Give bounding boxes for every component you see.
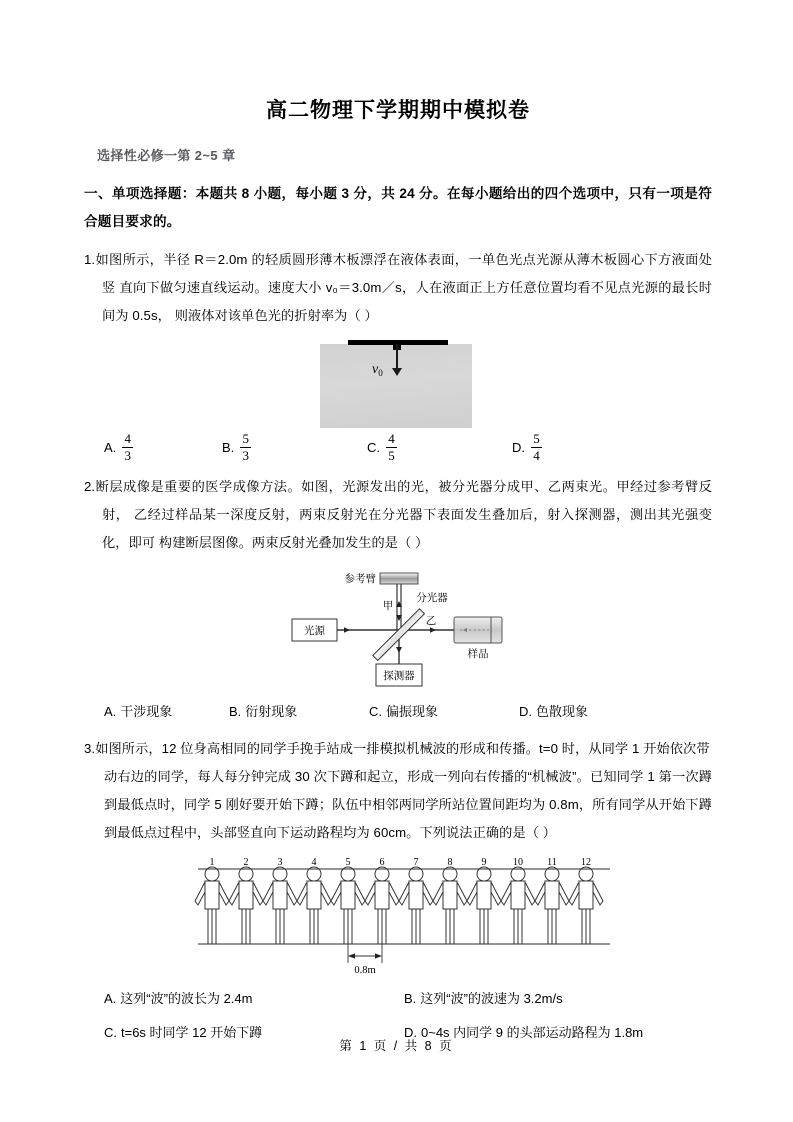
svg-text:11: 11: [547, 857, 557, 868]
option-b-label: B.: [404, 991, 417, 1006]
option-a-label: A.: [104, 991, 117, 1006]
question-1-text: [84, 236, 712, 330]
svg-text:8: 8: [447, 857, 453, 868]
question-2-option-a[interactable]: [104, 699, 229, 725]
question-3-figure: [84, 855, 712, 977]
svg-text:12: 12: [581, 857, 591, 868]
option-b-label: B.: [222, 439, 235, 455]
svg-text:7: 7: [413, 857, 419, 868]
question-3-line2: 动右边的同学，每人每分钟完成 30 次下蹲和起立，形成一列向右传播的“机械波”。已知同学 1 第一次蹲: [104, 769, 712, 784]
svg-text:甲: 甲: [382, 600, 394, 612]
svg-text:参考臂: 参考臂: [344, 573, 376, 585]
option-c-label: C.: [369, 704, 382, 719]
question-3-option-b[interactable]: [404, 987, 712, 1011]
option-a-label: A.: [104, 704, 117, 719]
liquid-surface-figure: [320, 344, 472, 428]
question-2-line1: 断层成像是重要的医学成像方法。如图，光源发出的光，被分光器分成甲、乙两束光。甲经过参考臂反射，: [95, 479, 712, 522]
question-3-options: [84, 977, 712, 1045]
svg-text:分光器: 分光器: [416, 592, 448, 604]
option-d-fraction: $\frac{5}{4}$: [531, 432, 542, 463]
question-3-line4: 到最低点过程中，头部竖直向下运动路程均为 60cm。下列说法正确的是（ ）: [104, 825, 557, 840]
svg-text:10: 10: [513, 857, 523, 868]
svg-text:6: 6: [379, 857, 385, 868]
velocity-arrow-shaft: [396, 344, 398, 370]
svg-text:1: 1: [209, 857, 215, 868]
question-1-option-c[interactable]: [367, 432, 512, 463]
document-subtitle: 选择性必修一第 2~5 章: [97, 148, 236, 163]
page-content: [84, 0, 712, 1045]
option-d-label: D.: [512, 439, 525, 455]
section-heading: 一、单项选择题：本题共 8 小题，每小题 3 分，共 24 分。在每小题给出的四个选项中，只有一项是符合题目要求的。: [84, 186, 712, 229]
question-1-line2: 直向下做匀速直线运动。速度大小 v₀＝3.0m／s，人在液面正上方任意位置均看不见点光源的最长时间为 0.5s，: [102, 280, 712, 323]
svg-text:样品: 样品: [467, 648, 489, 660]
question-3-text: [84, 725, 712, 847]
question-3-body: [84, 763, 712, 847]
question-3-option-a[interactable]: [104, 987, 404, 1011]
option-c-text: t=6s 时同学 12 开始下蹲: [121, 1025, 263, 1040]
option-b-text: 衍射现象: [245, 704, 298, 719]
question-2-figure: [84, 561, 712, 693]
svg-text:2: 2: [243, 857, 249, 868]
question-2-option-d[interactable]: [519, 699, 588, 725]
svg-text:探测器: 探测器: [383, 670, 415, 682]
option-a-label: A.: [104, 439, 117, 455]
option-d-label: D.: [519, 704, 532, 719]
svg-text:乙: 乙: [425, 615, 437, 627]
velocity-arrow-head: [392, 368, 402, 376]
option-b-label: B.: [229, 704, 242, 719]
option-b-text: 这列“波”的波速为 3.2m/s: [420, 991, 563, 1006]
page-title: 高二物理下学期期中模拟卷: [266, 99, 530, 122]
question-1-option-d[interactable]: [512, 432, 542, 463]
svg-text:3: 3: [277, 857, 283, 868]
question-1-options: [84, 430, 712, 463]
question-1-line1: 如图所示，半径 R＝2.0m 的轻质圆形薄木板漂浮在液体表面，一单色光点光源从薄木板圆心下方液面处竖: [95, 252, 712, 295]
option-c-label: C.: [367, 439, 380, 455]
students-wave-figure: [194, 855, 614, 980]
velocity-label: $v_0$: [372, 362, 383, 378]
question-1-option-b[interactable]: [222, 432, 367, 463]
question-2-line3: 构建断层图像。两束反射光叠加发生的是（ ）: [158, 535, 429, 550]
svg-text:9: 9: [481, 857, 487, 868]
option-a-text: 这列“波”的波长为 2.4m: [120, 991, 253, 1006]
question-3-line3: 到最低点时，同学 5 刚好要开始下蹲；队伍中相邻两同学所站位置间距均为 0.8m，所有同学从开始下蹲: [104, 797, 712, 812]
svg-text:4: 4: [311, 857, 317, 868]
question-2-option-b[interactable]: [229, 699, 369, 725]
question-2-option-c[interactable]: [369, 699, 519, 725]
option-d-text: 0~4s 内同学 9 的头部运动路程为 1.8m: [421, 1025, 644, 1040]
option-a-text: 干涉现象: [120, 704, 173, 719]
option-b-fraction: $\frac{5}{3}$: [240, 432, 251, 463]
option-d-label: D.: [404, 1025, 417, 1040]
interferometer-figure: [284, 561, 534, 696]
page-footer: 第 1 页 / 共 8 页: [339, 1039, 454, 1053]
option-c-fraction: $\frac{4}{5}$: [386, 432, 397, 463]
question-1-line3: 则液体对该单色光的折射率为（ ）: [174, 308, 378, 323]
option-c-text: 偏振现象: [386, 704, 439, 719]
question-3-line1: 如图所示，12 位身高相同的同学手挽手站成一排模拟机械波的形成和传播。t=0 时，从同学 1 开始依次带: [95, 741, 710, 756]
question-1-option-a[interactable]: [84, 432, 222, 463]
question-2-options: [84, 693, 712, 725]
svg-text:光源: 光源: [304, 625, 325, 637]
option-a-fraction: $\frac{4}{3}$: [122, 432, 133, 463]
question-2-number: 2.: [84, 479, 96, 494]
question-1-number: 1.: [84, 252, 96, 267]
question-1-figure: [84, 336, 712, 430]
question-3-number: 3.: [84, 741, 96, 756]
option-c-label: C.: [104, 1025, 117, 1040]
svg-text:5: 5: [345, 857, 351, 868]
question-2-line2: 乙经过样品某一深度反射，两束反射光在分光器下表面发生叠加后，射入探测器，测出其光强变化，即可: [102, 507, 713, 550]
question-2-text: [84, 463, 712, 557]
option-d-text: 色散现象: [536, 704, 589, 719]
svg-text:0.8m: 0.8m: [354, 965, 376, 975]
